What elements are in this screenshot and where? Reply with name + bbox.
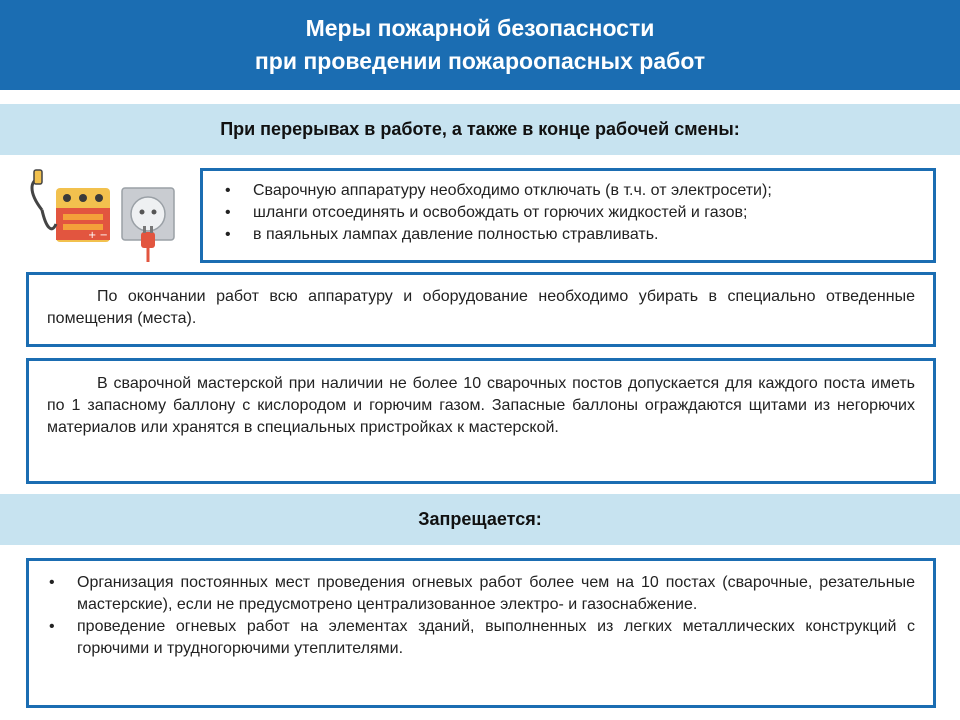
prohibited-bullet-list [47, 572, 915, 660]
section-heading-prohibited: Запрещается: [0, 494, 960, 545]
title-bar [0, 0, 960, 90]
list-item: • в паяльных лампах давление полностью стравливать. [223, 224, 921, 246]
prohibited-box [26, 558, 936, 708]
list-item: • шланги отсоединять и освобождать от горючих жидкостей и газов; [223, 202, 921, 224]
breaks-bullet-list [223, 180, 921, 246]
page-title-line2: при проведении пожароопасных работ [254, 48, 706, 74]
welding-workshop-box [26, 358, 936, 484]
equipment-storage-box [26, 272, 936, 347]
list-item: • проведение огневых работ на элементах зданий, выполненных из легких металлических конструкций с горючими и трудногорючими утеплителями. [47, 616, 915, 660]
breaks-bullets-box [200, 168, 936, 263]
welding-illustration [26, 162, 186, 267]
section-heading-breaks: При перерывах в работе, а также в конце рабочей смены: [0, 104, 960, 155]
svg-text:+ −: + − [88, 230, 108, 241]
welding-workshop-text: В сварочной мастерской при наличии не более 10 сварочных постов допускается для каждого поста иметь по 1 запасному баллону с кислородом и горючим газом. Запасные баллоны ограждаются щитами из негорючих материалов или хранятся в специальных пристройках к мастерской. [47, 375, 915, 436]
page-title-line1: Меры пожарной безопасности [305, 15, 655, 41]
list-item: • Сварочную аппаратуру необходимо отключать (в т.ч. от электросети); [223, 180, 921, 202]
list-item: • Организация постоянных мест проведения огневых работ более чем на 10 постах (сварочные, резательные мастерские), если не предусмотрено централизованное электро- и газоснабжение. [47, 572, 915, 616]
welding-machine-icon [32, 170, 110, 242]
equipment-storage-text: По окончании работ всю аппаратуру и оборудование необходимо убирать в специально отведенные помещения (места). [47, 288, 915, 327]
